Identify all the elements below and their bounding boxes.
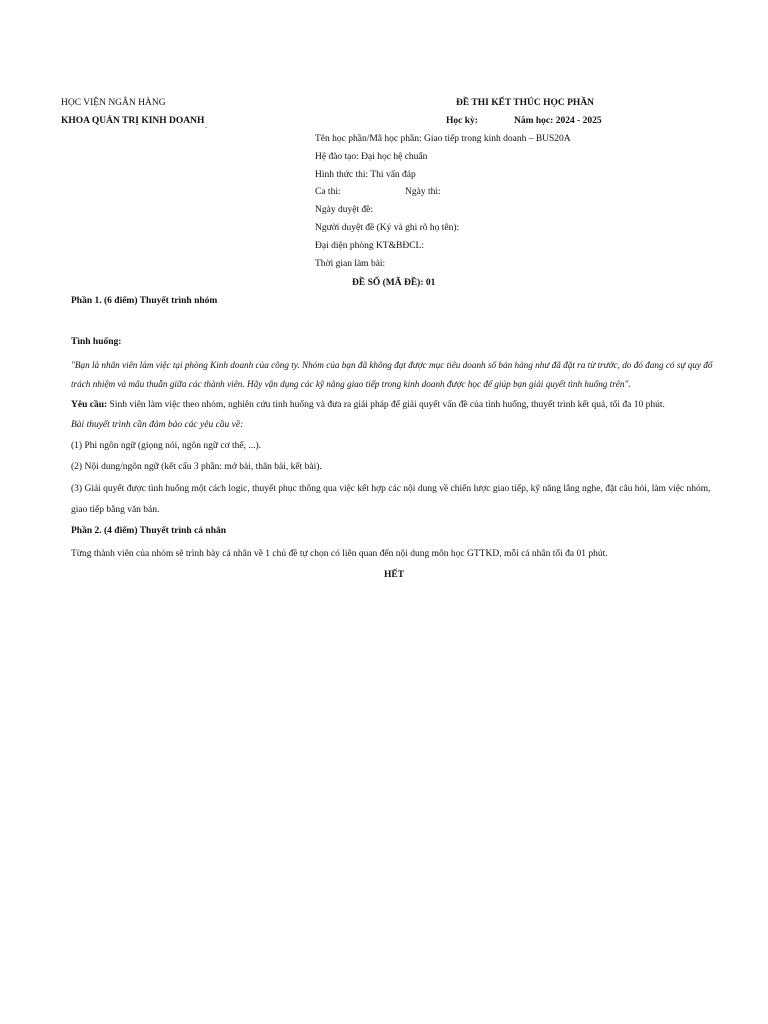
stray-dot: .	[205, 121, 207, 130]
faculty-name: KHOA QUẢN TRỊ KINH DOANH	[61, 116, 205, 126]
qa-representative: Đại diện phòng KT&BĐCL:	[315, 241, 424, 251]
requirement-text: Sinh viên làm việc theo nhóm, nghiên cứu tình huống và đưa ra giải pháp để giải quyết vấn đề của tình huống, thuyết trình kết quả, tối đa 10 phút.	[107, 400, 665, 410]
exam-date: Ngày thi:	[405, 187, 441, 197]
exam-shift: Ca thi:	[315, 187, 341, 197]
criteria-item: (3) Giải quyết được tình huống một cách logic, thuyết phục thông qua việc kết hợp các nội dung về chiến lược giao tiếp, kỹ năng lắng nghe, đặt câu hỏi, làm việc nhóm, giao tiếp bằng văn bản.	[71, 484, 711, 515]
criteria-item: (2) Nội dung/ngôn ngữ (kết cấu 3 phần: mở bài, thân bài, kết bài).	[71, 462, 322, 472]
school-year: Năm học: 2024 - 2025	[514, 116, 602, 126]
criteria-intro: Bài thuyết trình cần đảm bảo các yêu cầu về:	[71, 420, 244, 430]
end-label: HẾT	[384, 570, 405, 580]
exam-duration: Thời gian làm bài:	[315, 259, 386, 269]
requirement-label: Yêu cầu:	[71, 400, 108, 410]
semester-label: Học kỳ:	[446, 116, 478, 126]
exam-title: ĐỀ THI KẾT THÚC HỌC PHẦN	[456, 98, 595, 108]
approver: Người duyệt đề (Ký và ghi rõ họ tên):	[315, 223, 460, 233]
situation-label: Tình huống:	[71, 337, 122, 347]
approval-date: Ngày duyệt đề:	[315, 205, 374, 215]
part2-text: Từng thành viên của nhóm sẽ trình bày cá nhân về 1 chủ đề tự chọn có liên quan đến nội dung môn học GTTKD, mỗi cá nhân tối đa 01 phút.	[71, 549, 608, 559]
requirement	[71, 396, 721, 415]
institution-name: HỌC VIỆN NGÂN HÀNG	[61, 98, 166, 108]
criteria-item: (1) Phi ngôn ngữ (giọng nói, ngôn ngữ cơ thể, ...).	[71, 441, 261, 451]
exam-code: ĐỀ SỐ (MÃ ĐỀ): 01	[352, 278, 436, 288]
course-name: Tên học phần/Mã học phần: Giao tiếp trong kinh doanh – BUS20A	[315, 134, 571, 144]
part2-title: Phần 2. (4 điểm) Thuyết trình cá nhân	[71, 526, 227, 536]
training-program: Hệ đào tạo: Đại học hệ chuẩn	[315, 152, 428, 162]
situation-text: "Bạn là nhân viên làm việc tại phòng Kinh doanh của công ty. Nhóm của bạn đã không đạt được mục tiêu doanh số bán hàng như đã đặt ra từ trước, do đó đang có sự quy đổ trách nhiệm và mâu thuẫn giữa các thành viên. Hãy vận dụng các kỹ năng giao tiếp trong kinh doanh được học để giúp bạn giải quyết tình huống trên".	[71, 360, 713, 389]
exam-format: Hình thức thi: Thi vấn đáp	[315, 170, 416, 180]
part1-title: Phần 1. (6 điểm) Thuyết trình nhóm	[71, 296, 218, 306]
